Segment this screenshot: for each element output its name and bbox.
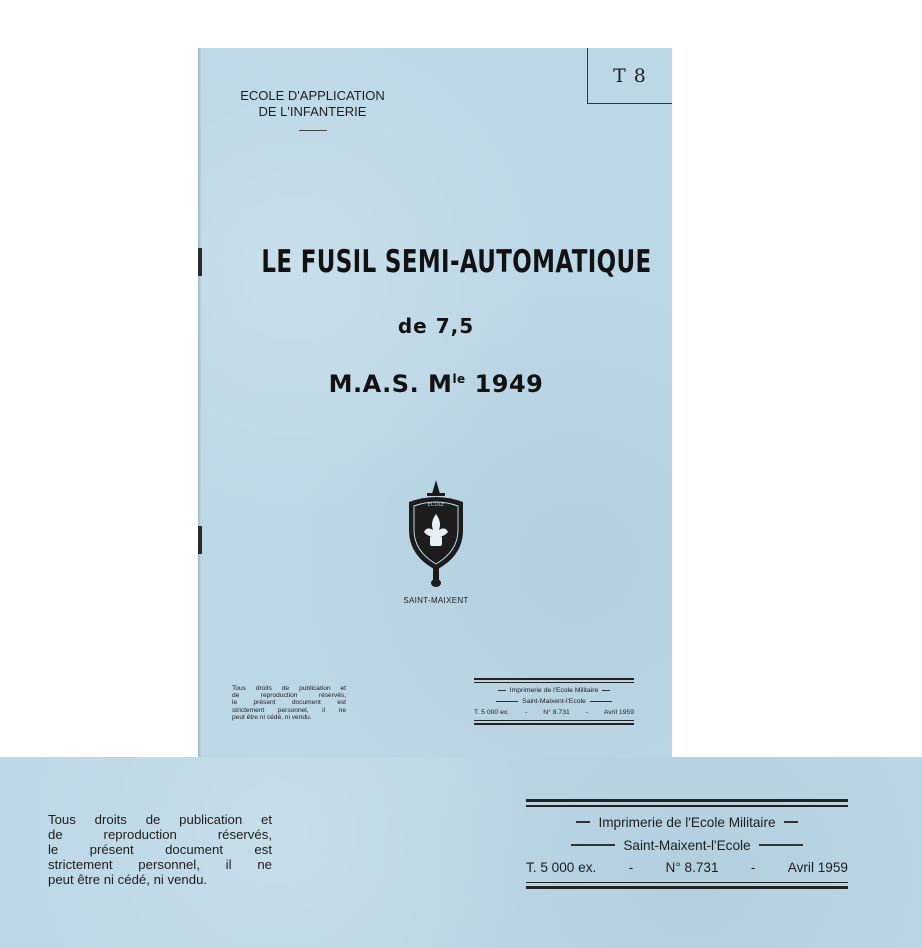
imprint-rule-bottom-thin <box>474 720 634 721</box>
imprint-rule-bottom <box>526 886 848 889</box>
infantry-school-emblem-icon <box>403 480 469 588</box>
emblem-text: ECOLE <box>427 502 445 508</box>
printer-name: Imprimerie de l'Ecole Militaire <box>509 687 599 694</box>
document-model <box>200 370 672 398</box>
imprint-rule-top <box>526 799 848 802</box>
rights-line: de reproduction réservés, <box>48 827 272 842</box>
school-divider <box>299 130 327 131</box>
school-name <box>230 88 395 131</box>
rights-line: de reproduction réservés, <box>232 692 346 700</box>
print-run-line: T. 5 000 ex. - N° 8.731 - Avril 1959 <box>526 859 848 875</box>
print-copies: T. 5 000 ex. <box>526 859 597 875</box>
place-name: SAINT-MAIXENT <box>403 596 469 605</box>
printer-imprint-large <box>526 799 848 889</box>
print-number: N° 8.731 <box>665 859 719 875</box>
print-run-line: T. 5 000 ex. - N° 8.731 - Avril 1959 <box>474 709 634 716</box>
imprint-rule-bottom <box>474 723 634 725</box>
print-date: Avril 1959 <box>787 859 848 875</box>
enlarged-detail-strip <box>0 757 922 948</box>
imprint-rule-top-thin <box>474 682 634 683</box>
rights-notice-small <box>232 685 346 721</box>
reference-code: T 8 <box>613 64 647 87</box>
rights-line: peut être ni cédé, ni vendu. <box>48 872 208 887</box>
school-line-1: ECOLE D'APPLICATION <box>240 88 385 103</box>
imprint-rule-bottom-thin <box>526 882 848 884</box>
print-copies: T. 5 000 ex. <box>474 709 510 716</box>
document-title: LE FUSIL SEMI-AUTOMATIQUE <box>261 244 652 280</box>
rights-notice-large <box>48 812 272 887</box>
binding-staple-bottom <box>198 526 202 554</box>
rights-line: Tous droits de publication et <box>48 812 272 827</box>
printer-name-line <box>526 815 848 830</box>
school-line-2: DE L'INFANTERIE <box>258 104 367 119</box>
model-sup: le <box>452 372 466 386</box>
imprint-rule-top <box>474 678 634 680</box>
model-year: 1949 <box>474 370 544 398</box>
model-name: M.A.S. <box>328 370 420 398</box>
rights-line: peut être ni cédé, ni vendu. <box>232 713 312 721</box>
rights-line: le présent document est <box>232 699 346 707</box>
print-date: Avril 1959 <box>603 709 634 716</box>
binding-staple-top <box>198 248 202 276</box>
printer-imprint-small <box>474 678 634 725</box>
rights-line: Tous droits de publication et <box>232 685 346 692</box>
model-abbrev: M <box>428 370 453 398</box>
printer-name-line <box>474 687 634 694</box>
rights-line: strictement personnel, il ne <box>48 857 272 872</box>
printer-name: Imprimerie de l'Ecole Militaire <box>598 814 776 830</box>
imprint-rule-top-thin <box>526 805 848 807</box>
reference-code-box <box>587 48 672 104</box>
printer-city: Saint-Maixent-l'Ecole <box>522 698 586 705</box>
document-calibre: de 7,5 <box>397 314 475 338</box>
printer-city-line <box>526 838 848 853</box>
document-cover <box>198 48 672 783</box>
rights-line: le présent document est <box>48 842 272 857</box>
printer-city: Saint-Maixent-l'Ecole <box>623 837 751 853</box>
printer-city-line <box>474 698 634 705</box>
print-number: N° 8.731 <box>543 709 570 716</box>
cover-spine <box>198 48 202 783</box>
rights-line: strictement personnel, il ne <box>232 706 346 714</box>
